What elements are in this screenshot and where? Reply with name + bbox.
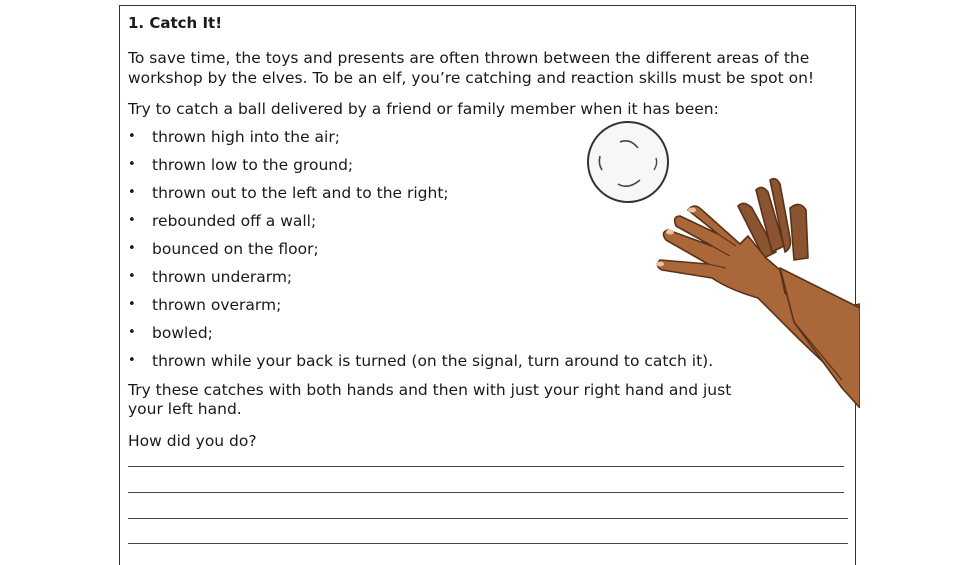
- ball-icon: [588, 122, 668, 202]
- answer-line[interactable]: [128, 492, 844, 493]
- followup-paragraph: Try these catches with both hands and then with just your right hand and just your left hand.: [128, 381, 732, 418]
- list-item: • thrown low to the ground;: [128, 153, 713, 181]
- answer-line[interactable]: [128, 466, 844, 467]
- list-item: • rebounded off a wall;: [128, 209, 713, 237]
- answer-line[interactable]: [128, 518, 848, 519]
- list-item: • thrown overarm;: [128, 293, 713, 321]
- hand-icon: [656, 179, 860, 408]
- list-item: • bounced on the floor;: [128, 237, 713, 265]
- intro-paragraph: To save time, the toys and presents are often thrown between the different areas of the workshop by the elves. To be an elf, you’re catching and reaction skills must be spot on!: [128, 49, 815, 87]
- list-item: • bowled;: [128, 321, 713, 349]
- answer-line[interactable]: [128, 543, 848, 544]
- list-item: • thrown out to the left and to the right;: [128, 181, 713, 209]
- hands-catching-ball-illustration: [580, 118, 860, 408]
- list-item: • thrown high into the air;: [128, 125, 713, 153]
- question-label: How did you do?: [128, 432, 257, 450]
- instruction-paragraph: Try to catch a ball delivered by a friend or family member when it has been:: [128, 100, 719, 118]
- list-item: • thrown underarm;: [128, 265, 713, 293]
- list-item: • thrown while your back is turned (on the signal, turn around to catch it).: [128, 349, 713, 377]
- section-title: 1. Catch It!: [128, 14, 223, 32]
